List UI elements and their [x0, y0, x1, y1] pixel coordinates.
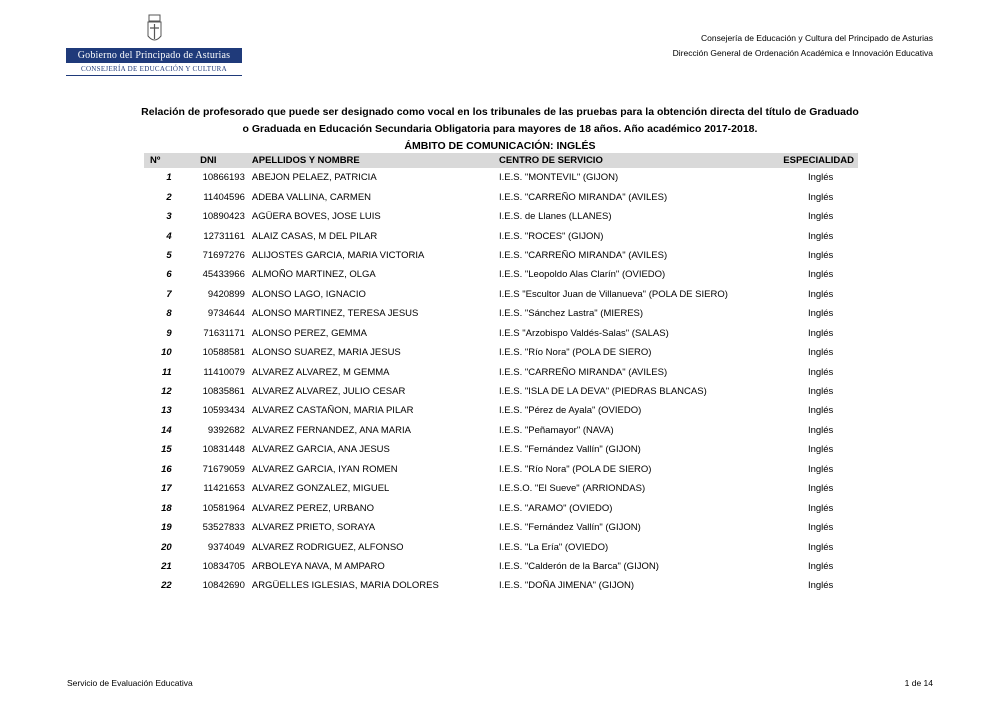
row-dni: 10593434 — [202, 405, 245, 417]
row-number: 10 — [161, 347, 172, 359]
row-number: 12 — [161, 386, 172, 398]
row-center: I.E.S. "ROCES" (GIJON) — [499, 230, 604, 242]
row-number: 15 — [161, 444, 172, 456]
title-line-1: Relación de profesorado que puede ser designado como vocal en los tribunales de las pruebas para la obtención directa del título de Graduado — [141, 106, 859, 118]
row-center: I.E.S. de Llanes (LLANES) — [499, 211, 612, 223]
row-specialty: Inglés — [807, 172, 834, 184]
table-row — [144, 187, 858, 206]
table-row — [144, 324, 858, 343]
row-dni: 11404596 — [203, 191, 245, 203]
table-header-row — [144, 153, 858, 168]
row-number: 2 — [166, 191, 172, 203]
row-number: 6 — [166, 269, 172, 281]
row-center: I.E.S. "Sánchez Lastra" (MIERES) — [499, 308, 644, 320]
row-specialty: Inglés — [807, 347, 834, 359]
row-name: ALVAREZ PEREZ, URBANO — [251, 502, 375, 514]
row-number: 14 — [161, 424, 172, 436]
row-dni: 10842690 — [202, 580, 245, 592]
row-specialty: Inglés — [807, 522, 834, 534]
row-number: 18 — [161, 502, 172, 514]
row-specialty: Inglés — [807, 366, 834, 378]
row-specialty: Inglés — [807, 463, 834, 475]
title-line-3: ÁMBITO DE COMUNICACIÓN: INGLÉS — [404, 140, 596, 152]
table-row — [144, 285, 858, 304]
title-line-2: o Graduada en Educación Secundaria Obligatoria para mayores de 18 años. Año académico 2017-2018. — [242, 123, 758, 135]
row-dni: 71631171 — [203, 327, 245, 339]
table-row — [144, 343, 858, 362]
row-specialty: Inglés — [807, 541, 834, 553]
row-center: I.E.S. "CARREÑO MIRANDA" (AVILES) — [499, 366, 668, 378]
row-center: I.E.S. "Fernández Vallín" (GIJON) — [499, 522, 641, 534]
header-center: CENTRO DE SERVICIO — [499, 153, 783, 168]
row-number: 21 — [161, 560, 172, 572]
row-dni: 11421653 — [203, 483, 245, 495]
row-center: I.E.S. "DOÑA JIMENA" (GIJON) — [499, 580, 635, 592]
row-dni: 71679059 — [202, 463, 245, 475]
row-dni: 9374049 — [207, 541, 245, 553]
row-name: ALVAREZ GONZALEZ, MIGUEL — [251, 483, 390, 495]
row-name: AGÜERA BOVES, JOSE LUIS — [251, 211, 381, 223]
row-center: I.E.S. "Río Nora" (POLA DE SIERO) — [499, 463, 652, 475]
table-row — [144, 479, 858, 498]
row-number: 9 — [166, 327, 172, 339]
row-name: ALVAREZ RODRIGUEZ, ALFONSO — [251, 541, 404, 553]
row-number: 5 — [166, 249, 172, 261]
row-specialty: Inglés — [807, 580, 834, 592]
row-dni: 10581964 — [202, 502, 245, 514]
table-row — [144, 460, 858, 479]
table-row — [144, 168, 858, 187]
header-name: APELLIDOS Y NOMBRE — [252, 153, 499, 168]
row-number: 7 — [166, 288, 172, 300]
row-number: 17 — [161, 483, 172, 495]
row-specialty: Inglés — [807, 269, 834, 281]
row-center: I.E.S. "CARREÑO MIRANDA" (AVILES) — [499, 249, 668, 261]
table-row — [144, 537, 858, 556]
row-center: I.E.S. "La Ería" (OVIEDO) — [499, 541, 609, 553]
table-body — [144, 168, 858, 596]
row-dni: 9734644 — [207, 308, 245, 320]
table-row — [144, 401, 858, 420]
row-name: ARGÜELLES IGLESIAS, MARIA DOLORES — [251, 580, 439, 592]
row-center: I.E.S. "Pérez de Ayala" (OVIEDO) — [499, 405, 642, 417]
page-header — [673, 31, 933, 61]
row-center: I.E.S. "ARAMO" (OVIEDO) — [499, 502, 613, 514]
row-center: I.E.S.O. "El Sueve" (ARRIONDAS) — [499, 483, 646, 495]
footer-service: Servicio de Evaluación Educativa — [67, 678, 193, 688]
row-name: ALIJOSTES GARCIA, MARIA VICTORIA — [251, 249, 425, 261]
row-name: ADEBA VALLINA, CARMEN — [251, 191, 372, 203]
table-row — [144, 265, 858, 284]
row-name: ALONSO MARTINEZ, TERESA JESUS — [251, 308, 419, 320]
table-row — [144, 576, 858, 595]
row-name: ALONSO LAGO, IGNACIO — [251, 288, 366, 300]
row-specialty: Inglés — [807, 483, 834, 495]
row-dni: 45433966 — [202, 269, 245, 281]
row-number: 1 — [166, 172, 172, 184]
row-dni: 10890423 — [202, 211, 245, 223]
row-number: 8 — [166, 308, 172, 320]
row-specialty: Inglés — [807, 502, 834, 514]
row-dni: 10834705 — [202, 560, 245, 572]
table-row — [144, 362, 858, 381]
row-dni: 9420899 — [207, 288, 245, 300]
table-row — [144, 207, 858, 226]
table-row — [144, 498, 858, 517]
row-center: I.E.S "Escultor Juan de Villanueva" (POLA DE SIERO) — [499, 288, 728, 300]
row-name: ALMOÑO MARTINEZ, OLGA — [251, 269, 376, 281]
row-specialty: Inglés — [807, 230, 834, 242]
row-specialty: Inglés — [807, 211, 834, 223]
logo-sub-text: CONSEJERÍA DE EDUCACIÓN Y CULTURA — [66, 65, 242, 76]
asturias-crest-icon — [146, 12, 163, 46]
teachers-table — [144, 153, 858, 596]
row-center: I.E.S. "Leopoldo Alas Clarín" (OVIEDO) — [499, 269, 666, 281]
header-number: Nº — [144, 153, 172, 168]
row-name: ALVAREZ CASTAÑON, MARIA PILAR — [251, 405, 414, 417]
table-row — [144, 518, 858, 537]
row-number: 22 — [161, 580, 172, 592]
row-specialty: Inglés — [807, 249, 834, 261]
row-number: 13 — [161, 405, 172, 417]
row-center: I.E.S. "MONTEVIL" (GIJON) — [499, 172, 619, 184]
row-name: ALVAREZ PRIETO, SORAYA — [251, 522, 376, 534]
row-name: ARBOLEYA NAVA, M AMPARO — [251, 560, 385, 572]
header-line-1: Consejería de Educación y Cultura del Principado de Asturias — [701, 33, 933, 43]
table-row — [144, 382, 858, 401]
footer-page-number: 1 de 14 — [904, 678, 933, 688]
table-row — [144, 421, 858, 440]
table-row — [144, 557, 858, 576]
row-specialty: Inglés — [807, 424, 834, 436]
row-number: 16 — [161, 463, 172, 475]
row-center: I.E.S. "Calderón de la Barca" (GIJON) — [499, 560, 659, 572]
row-dni: 10588581 — [202, 347, 245, 359]
row-name: ALAIZ CASAS, M DEL PILAR — [251, 230, 378, 242]
row-specialty: Inglés — [807, 444, 834, 456]
row-center: I.E.S. "Fernández Vallín" (GIJON) — [499, 444, 641, 456]
row-number: 4 — [166, 230, 172, 242]
table-row — [144, 246, 858, 265]
row-name: ALVAREZ GARCIA, IYAN ROMEN — [251, 463, 398, 475]
document-title — [100, 104, 900, 155]
logo-main-text: Gobierno del Principado de Asturias — [66, 48, 242, 63]
row-dni: 12731161 — [203, 230, 245, 242]
row-center: I.E.S. "CARREÑO MIRANDA" (AVILES) — [499, 191, 668, 203]
row-name: ALONSO PEREZ, GEMMA — [251, 327, 367, 339]
row-center: I.E.S "Arzobispo Valdés-Salas" (SALAS) — [499, 327, 669, 339]
government-logo — [66, 12, 242, 82]
header-specialty: ESPECIALIDAD — [783, 153, 858, 168]
row-dni: 71697276 — [202, 249, 245, 261]
row-number: 3 — [166, 211, 172, 223]
row-specialty: Inglés — [807, 327, 834, 339]
row-dni: 10866193 — [202, 172, 245, 184]
row-dni: 53527833 — [202, 522, 245, 534]
header-dni: DNI — [172, 153, 252, 168]
row-number: 19 — [161, 522, 172, 534]
row-number: 20 — [161, 541, 172, 553]
row-dni: 9392682 — [207, 424, 245, 436]
table-row — [144, 226, 858, 245]
row-center: I.E.S. "Río Nora" (POLA DE SIERO) — [499, 347, 652, 359]
row-specialty: Inglés — [807, 288, 834, 300]
row-center: I.E.S. "ISLA DE LA DEVA" (PIEDRAS BLANCAS) — [499, 386, 707, 398]
row-dni: 10835861 — [202, 386, 245, 398]
header-line-2: Dirección General de Ordenación Académica e Innovación Educativa — [672, 48, 933, 58]
row-name: ALVAREZ ALVAREZ, M GEMMA — [251, 366, 390, 378]
row-specialty: Inglés — [807, 560, 834, 572]
row-name: ALVAREZ FERNANDEZ, ANA MARIA — [251, 424, 411, 436]
row-dni: 10831448 — [202, 444, 245, 456]
row-number: 11 — [161, 366, 172, 378]
row-name: ALONSO SUAREZ, MARIA JESUS — [251, 347, 401, 359]
row-specialty: Inglés — [807, 405, 834, 417]
row-name: ABEJON PELAEZ, PATRICIA — [251, 172, 377, 184]
row-name: ALVAREZ ALVAREZ, JULIO CESAR — [251, 386, 406, 398]
row-specialty: Inglés — [807, 386, 834, 398]
row-name: ALVAREZ GARCIA, ANA JESUS — [251, 444, 390, 456]
row-specialty: Inglés — [807, 191, 834, 203]
table-row — [144, 440, 858, 459]
table-row — [144, 304, 858, 323]
row-dni: 11410079 — [203, 366, 245, 378]
row-specialty: Inglés — [807, 308, 834, 320]
row-center: I.E.S. "Peñamayor" (NAVA) — [499, 424, 614, 436]
